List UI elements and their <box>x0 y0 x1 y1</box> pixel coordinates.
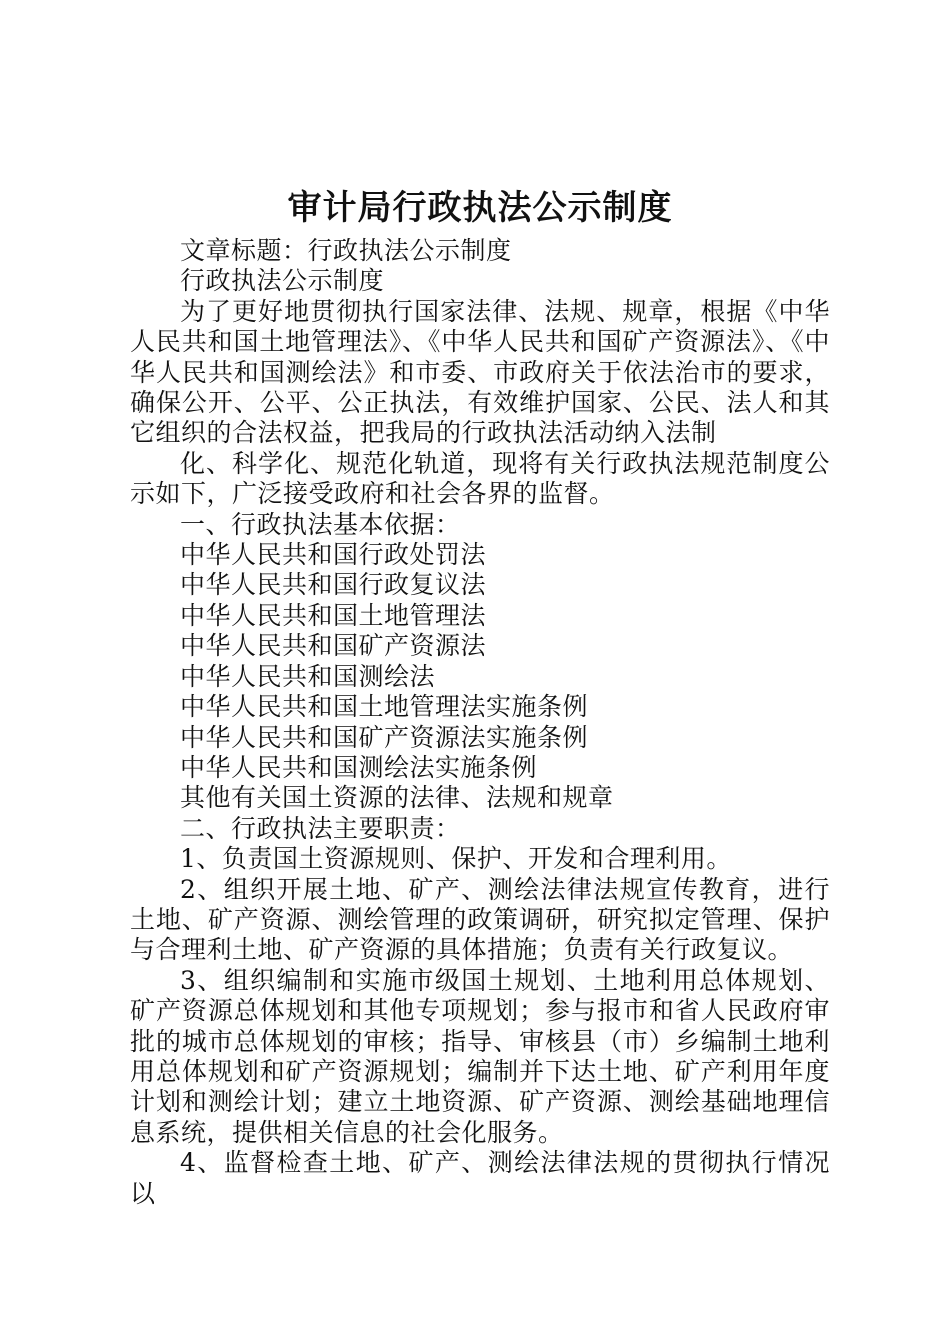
law-list-item: 中华人民共和国土地管理法实施条例 <box>180 692 589 722</box>
duty-item: 2、组织开展土地、矿产、测绘法律法规宣传教育，进行土地、矿产资源、测绘管理的政策调研，研究拟定管理、保护与合理利土地、矿产资源的具体措施；负责有关行政复议。 <box>130 874 830 965</box>
law-list-item: 中华人民共和国矿产资源法 <box>180 631 487 661</box>
section-heading-duties: 二、行政执法主要职责： <box>180 813 461 843</box>
document-body <box>130 236 830 1209</box>
law-list-item: 中华人民共和国行政复议法 <box>180 570 487 600</box>
law-list-item: 中华人民共和国矿产资源法实施条例 <box>180 722 589 752</box>
duty-item: 4、监督检查土地、矿产、测绘法律法规的贯彻执行情况以 <box>130 1148 830 1208</box>
law-list-item: 中华人民共和国测绘法实施条例 <box>180 752 538 782</box>
law-list-item: 中华人民共和国土地管理法 <box>180 600 487 630</box>
law-list-item: 中华人民共和国行政处罚法 <box>180 540 487 570</box>
document-title: 审计局行政执法公示制度 <box>287 188 673 228</box>
paragraph-intro: 为了更好地贯彻执行国家法律、法规、规章，根据《中华人民共和国土地管理法》、《中华人民共和国矿产资源法》、《中华人民共和国测绘法》和市委、市政府关于依法治市的要求，确保公开、公平、公正执法，有效维护国家、公民、法人和其它组织的合法权益，把我局的行政执法活动纳入法制 <box>130 296 830 448</box>
law-list-item: 其他有关国土资源的法律、法规和规章 <box>180 783 614 813</box>
paragraph-article-title: 文章标题：行政执法公示制度 <box>180 236 512 265</box>
section-heading-basis: 一、行政执法基本依据： <box>180 509 461 539</box>
duty-item: 3、组织编制和实施市级国土规划、土地利用总体规划、矿产资源总体规划和其他专项规划；参与报市和省人民政府审批的城市总体规划的审核；指导、审核县（市）乡编制土地利用总体规划和矿产资源规划；编制并下达土地、矿产利用年度计划和测绘计划；建立土地资源、矿产资源、测绘基础地理信息系统，提供相关信息的社会化服务。 <box>130 965 830 1147</box>
paragraph-subtitle: 行政执法公示制度 <box>180 266 385 296</box>
paragraph-intro-continued: 化、科学化、规范化轨道，现将有关行政执法规范制度公示如下，广泛接受政府和社会各界的监督。 <box>130 448 830 509</box>
duty-item: 1、负责国土资源规则、保护、开发和合理利用。 <box>180 844 732 874</box>
law-list-item: 中华人民共和国测绘法 <box>180 661 436 691</box>
